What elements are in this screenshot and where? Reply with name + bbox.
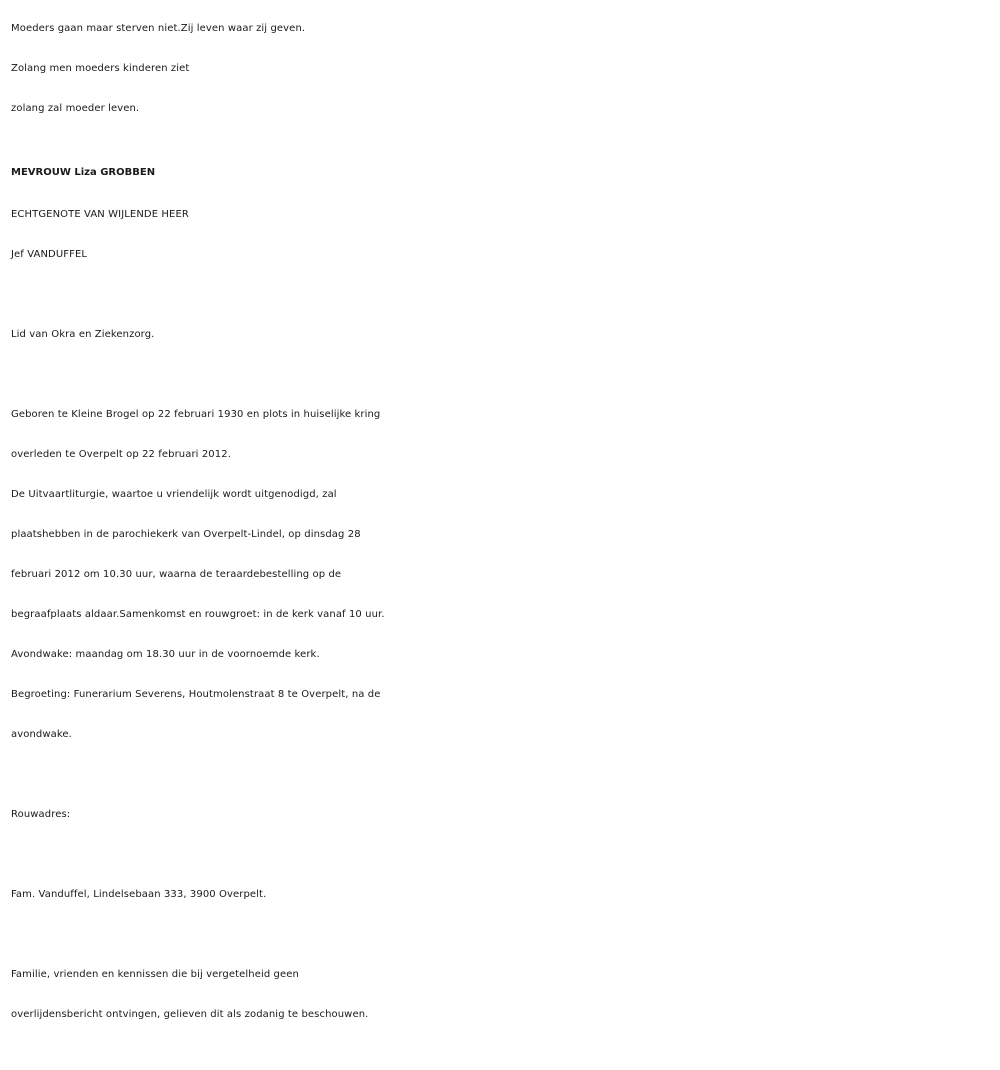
obituary-document (11, 9, 996, 1035)
closing-line: overlijdensbericht ontvingen, gelieven dit als zodanig te beschouwen. (11, 1009, 369, 1020)
closing-block (11, 955, 996, 1035)
spacer (11, 755, 996, 795)
details-line: begraafplaats aldaar.Samenkomst en rouwgroet: in de kerk vanaf 10 uur. (11, 609, 385, 620)
spacer (11, 915, 996, 955)
details-line: februari 2012 om 10.30 uur, waarna de teraardebestelling op de (11, 569, 342, 580)
poem-line: zolang zal moeder leven. (11, 103, 140, 114)
details-line: overleden te Overpelt op 22 februari 2012. (11, 449, 231, 460)
spacer (11, 275, 996, 315)
address-text: Fam. Vanduffel, Lindelsebaan 333, 3900 Overpelt. (11, 889, 267, 900)
spacer (11, 835, 996, 875)
relation-text: ECHTGENOTE VAN WIJLENDE HEER (11, 209, 189, 220)
details-line: Avondwake: maandag om 18.30 uur in de voornoemde kerk. (11, 649, 320, 660)
details-line: De Uitvaartliturgie, waartoe u vriendelijk wordt uitgenodigd, zal (11, 489, 337, 500)
address-label: Rouwadres: (11, 809, 71, 820)
poem (11, 9, 996, 129)
spacer (11, 355, 996, 395)
poem-line: Zolang men moeders kinderen ziet (11, 63, 190, 74)
details-line: Begroeting: Funerarium Severens, Houtmolenstraat 8 te Overpelt, na de (11, 689, 381, 700)
deceased-name: MEVROUW Liza GROBBEN (11, 167, 156, 178)
details-line: plaatshebben in de parochiekerk van Overpelt-Lindel, op dinsdag 28 (11, 529, 361, 540)
details-block (11, 395, 996, 755)
spouse-name: Jef VANDUFFEL (11, 249, 88, 260)
closing-line: Familie, vrienden en kennissen die bij vergetelheid geen (11, 969, 299, 980)
details-line: avondwake. (11, 729, 72, 740)
details-line: Geboren te Kleine Brogel op 22 februari 1930 en plots in huiselijke kring (11, 409, 381, 420)
poem-line: Moeders gaan maar sterven niet.Zij leven waar zij geven. (11, 23, 306, 34)
membership-text: Lid van Okra en Ziekenzorg. (11, 329, 155, 340)
